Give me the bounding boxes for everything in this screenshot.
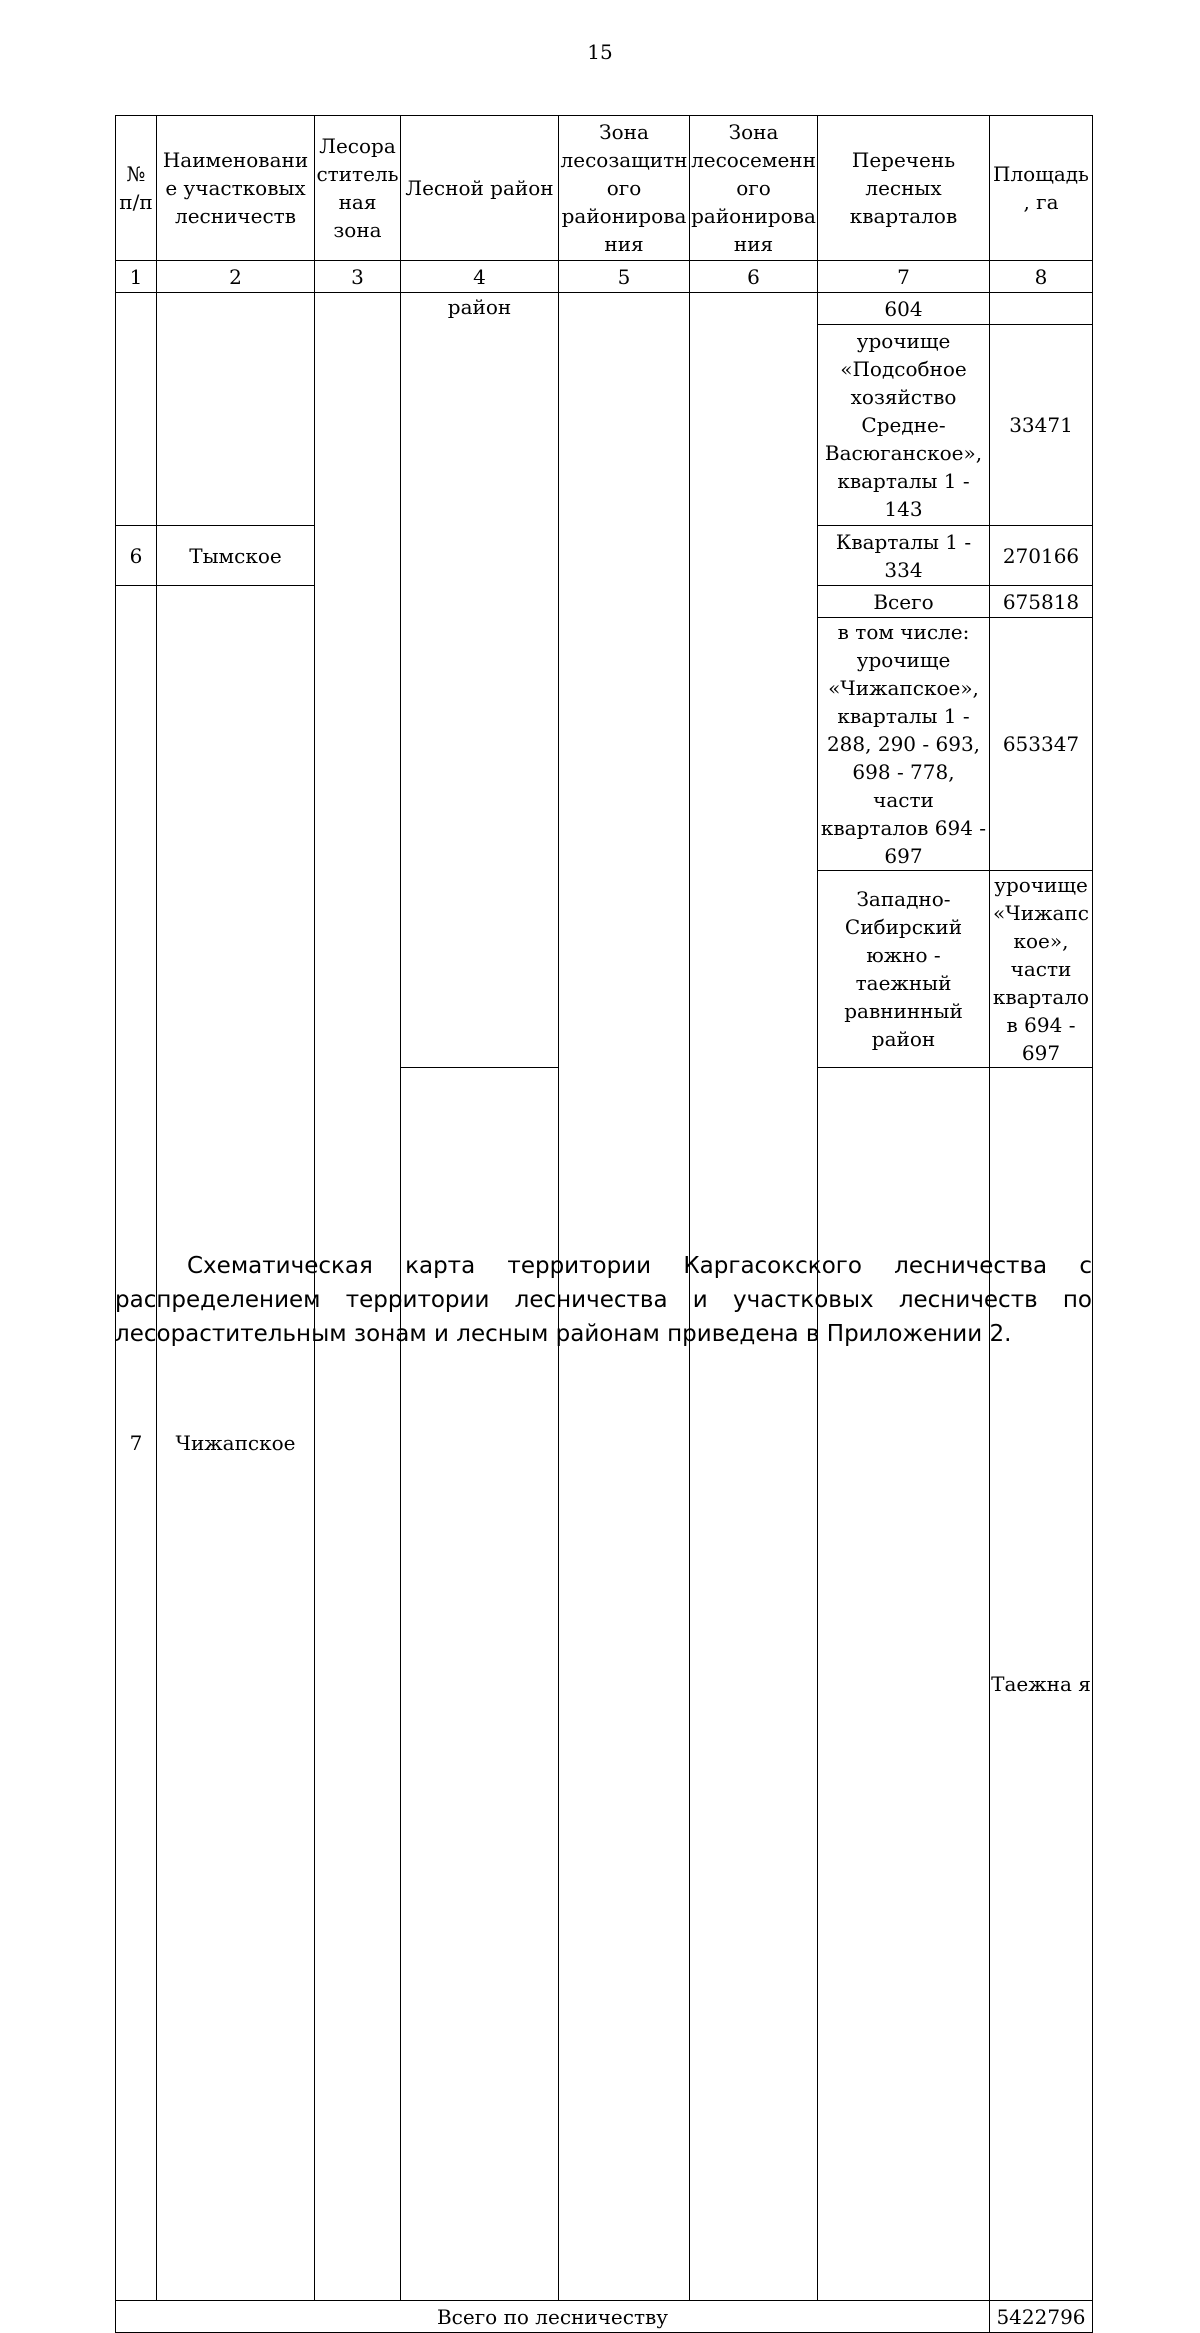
header-cell-district: Лесной район bbox=[401, 116, 559, 261]
header-cell-quarters: Перечень лесных кварталов bbox=[818, 116, 990, 261]
header-cell-seed-zone: Зона лесосеменн ого районирова ния bbox=[690, 116, 818, 261]
column-number: 2 bbox=[157, 261, 315, 293]
cell-name-chizhapskoe: Чижапское bbox=[157, 586, 315, 2301]
total-label: Всего по лесничеству bbox=[116, 2301, 990, 2333]
cell-district-cont: район bbox=[401, 293, 559, 1068]
cell-quarters-chizhapskoe: в том числе: урочище «Чижапское», кварталы 1 - 288, 290 - 693, 698 - 778, части кварталов 694 - 697 bbox=[818, 618, 990, 871]
cell-num-chizhapskoe: 7 bbox=[116, 586, 157, 2301]
column-number: 3 bbox=[315, 261, 401, 293]
cell-zone-taiga: Таежна я bbox=[990, 1068, 1093, 2301]
cell-quarters-604: 604 bbox=[818, 293, 990, 325]
cell-quarters-tymskoe: Кварталы 1 - 334 bbox=[818, 526, 990, 586]
cell-num-empty bbox=[116, 293, 157, 526]
column-number: 1 bbox=[116, 261, 157, 293]
cell-num-tymskoe: 6 bbox=[116, 526, 157, 586]
column-number: 4 bbox=[401, 261, 559, 293]
appendix-reference-paragraph: Схематическая карта территории Каргасокского лесничества с распределением территории лесничества и участковых лесничеств по лесорастительным зонам и лесным районам приведена в Приложении 2. bbox=[115, 1253, 1092, 1347]
cell-quarters-podsobnoe: урочище «Подсобное хозяйство Средне-Васюганское», кварталы 1 - 143 bbox=[818, 325, 990, 526]
cell-district-south-taiga: Западно-Сибирский южно - таежный равнинный район bbox=[818, 871, 990, 1068]
header-cell-name: Наименование участковых лесничеств bbox=[157, 116, 315, 261]
cell-area-total: 675818 bbox=[990, 586, 1093, 618]
header-cell-zone: Лесора ститель ная зона bbox=[315, 116, 401, 261]
cell-area-tymskoe: 270166 bbox=[990, 526, 1093, 586]
cell-quarters-chizhapskoe-parts: урочище «Чижапское», части кварталов 694 - 697 bbox=[990, 871, 1093, 1068]
cell-area-empty bbox=[990, 293, 1093, 325]
header-cell-protection-zone: Зона лесозащитн ого районирова ния bbox=[559, 116, 690, 261]
total-area: 5422796 bbox=[990, 2301, 1093, 2333]
cell-name-tymskoe: Тымское bbox=[157, 526, 315, 586]
table-row bbox=[116, 293, 1093, 325]
total-row bbox=[116, 2301, 1093, 2333]
column-number: 5 bbox=[559, 261, 690, 293]
cell-quarters-total-label: Всего bbox=[818, 586, 990, 618]
cell-area-podsobnoe: 33471 bbox=[990, 325, 1093, 526]
header-cell-area: Площадь , га bbox=[990, 116, 1093, 261]
forest-table bbox=[115, 115, 1093, 2333]
header-cell-num: № п/п bbox=[116, 116, 157, 261]
cell-name-empty bbox=[157, 293, 315, 526]
header-row bbox=[116, 116, 1093, 261]
column-number: 8 bbox=[990, 261, 1093, 293]
column-number: 7 bbox=[818, 261, 990, 293]
page-number: 15 bbox=[587, 40, 613, 64]
cell-area-chizhapskoe: 653347 bbox=[990, 618, 1093, 871]
column-number-row bbox=[116, 261, 1093, 293]
column-number: 6 bbox=[690, 261, 818, 293]
